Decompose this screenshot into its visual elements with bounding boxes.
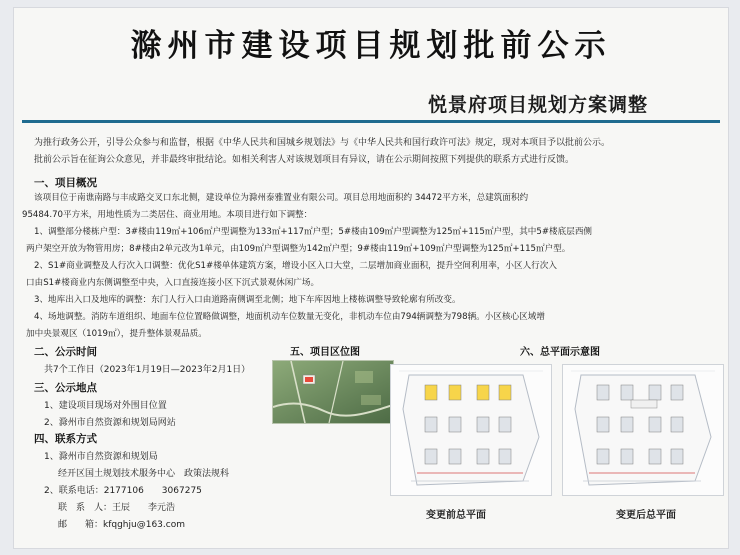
overview-line-3: 1、调整部分楼栋户型：3#楼由119㎡+106㎡户型调整为133㎡+117㎡户型；5#楼由109㎡户型调整为125㎡+115㎡户型，其中5#楼底层西侧 — [34, 227, 593, 237]
site-plan-before — [390, 364, 552, 496]
overview-line-5: 2、S1#商业调整及人行次入口调整：优化S1#楼单体建筑方案，增设小区入口大堂，二层增加商业面积，提升空间利用率，小区人行次入 — [34, 261, 557, 271]
period-text: 共7个工作日（2023年1月19日—2023年2月1日） — [44, 365, 251, 375]
caption-before: 变更前总平面 — [426, 510, 486, 521]
section-contact-title: 四、联系方式 — [34, 433, 97, 445]
overview-line-6: 口由S1#楼商业内东侧调整至中央，入口直接连接小区下沉式景观休闲广场。 — [26, 278, 320, 288]
overview-line-9: 加中央景观区（1019㎡），提升整体景观品质。 — [26, 329, 207, 339]
section-period-title: 二、公示时间 — [34, 346, 97, 358]
contact-line-4: 联 系 人：王辰 李元浩 — [58, 503, 176, 513]
page-subtitle: 悦景府项目规划方案调整 — [427, 94, 648, 116]
contact-line-2: 经开区国土规划技术服务中心 政策法规科 — [58, 469, 230, 479]
divider-bar — [22, 120, 720, 123]
overview-line-1: 该项目位于南谯南路与丰成路交叉口东北侧，建设单位为滁州泰雅置业有限公司。项目总用地面积约 34472平方米，总建筑面积约 — [34, 193, 529, 203]
location-map-title: 五、项目区位图 — [290, 347, 360, 358]
overview-line-7: 3、地库出入口及地库的调整：东门人行入口由道路南侧调至北侧；地下车库因地上楼栋调整导致轮廓有所改变。 — [34, 295, 461, 305]
location-map — [272, 360, 394, 424]
contact-line-1: 1、滁州市自然资源和规划局 — [44, 452, 158, 462]
site-plan-title: 六、总平面示意图 — [520, 347, 600, 358]
contact-line-5: 邮 箱：kfqghju@163.com — [58, 520, 185, 530]
caption-after: 变更后总平面 — [616, 510, 676, 521]
section-overview-title: 一、项目概况 — [34, 177, 97, 189]
overview-line-8: 4、场地调整。消防车道组织、地面车位位置略做调整，地面机动车位数量无变化，非机动车位由794辆调整为798辆。小区核心区域增 — [34, 312, 545, 322]
page-title: 滁州市建设项目规划批前公示 — [130, 28, 612, 64]
intro-line-2: 批前公示旨在征询公众意见，并非最终审批结论。如相关利害人对该规划项目有异议，请在公示期间按照下列提供的联系方式进行反馈。 — [34, 155, 575, 165]
site-plan-after — [562, 364, 724, 496]
overview-line-4: 两户架空开放为物管用房；8#楼由2单元改为1单元，由109㎡户型调整为142㎡户型；9#楼由119㎡+109㎡户型调整为125㎡+115㎡户型。 — [26, 244, 571, 254]
overview-line-2: 95484.70平方米，用地性质为二类居住、商业用地。本项目进行如下调整： — [22, 210, 313, 220]
intro-line-1: 为推行政务公开，引导公众参与和监督，根据《中华人民共和国城乡规划法》与《中华人民共和国行政许可法》规定，现对本项目予以批前公示。 — [34, 138, 611, 148]
contact-line-3: 2、联系电话：2177106 3067275 — [44, 486, 202, 496]
place-item-2: 2、滁州市自然资源和规划局网站 — [44, 418, 176, 428]
intro-text — [34, 135, 714, 169]
notice-sheet — [14, 8, 728, 548]
place-item-1: 1、建设项目现场对外围目位置 — [44, 401, 167, 411]
section-place-title: 三、公示地点 — [34, 382, 97, 394]
